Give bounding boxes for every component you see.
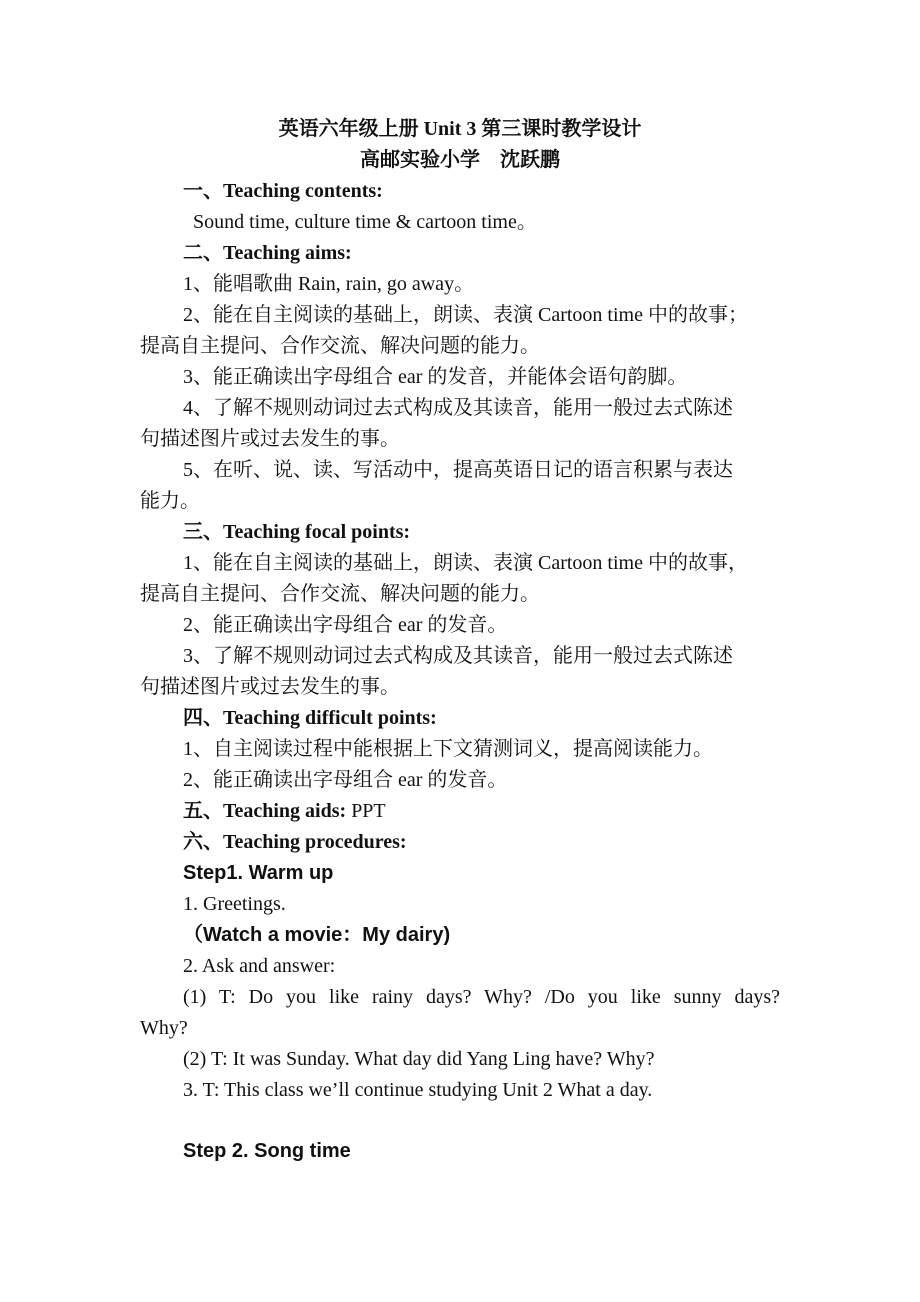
focal-item-cont: 句描述图片或过去发生的事。 xyxy=(140,676,400,698)
focal-item-cont: 提高自主提问、合作交流、解决问题的能力。 xyxy=(140,583,540,605)
section-heading-aids: 五、Teaching aids: xyxy=(183,800,347,822)
document-author: 高邮实验小学 沈跃鹏 xyxy=(360,149,560,171)
aims-item-cont: 能力。 xyxy=(140,490,200,512)
aims-item: 3、能正确读出字母组合 ear 的发音，并能体会语句韵脚。 xyxy=(183,366,688,388)
difficult-item: 1、自主阅读过程中能根据上下文猜测词义，提高阅读能力。 xyxy=(183,738,713,760)
aids-line xyxy=(183,797,386,825)
difficult-item: 2、能正确读出字母组合 ear 的发音。 xyxy=(183,769,508,791)
focal-item: 2、能正确读出字母组合 ear 的发音。 xyxy=(183,614,508,636)
focal-item: 3、了解不规则动词过去式构成及其读音，能用一般过去式陈述 xyxy=(183,645,733,667)
step1-question-2: (2) T: It was Sunday. What day did Yang Ling have? Why? xyxy=(183,1048,655,1070)
document-title: 英语六年级上册 Unit 3 第三课时教学设计 xyxy=(278,118,642,140)
section-heading-aims: 二、Teaching aims: xyxy=(183,242,352,264)
aids-value: PPT xyxy=(346,800,386,822)
aims-item: 1、能唱歌曲 Rain, rain, go away。 xyxy=(183,273,475,295)
section-heading-difficult: 四、Teaching difficult points: xyxy=(183,707,437,729)
aims-item-cont: 提高自主提问、合作交流、解决问题的能力。 xyxy=(140,335,540,357)
focal-item: 1、能在自主阅读的基础上，朗读、表演 Cartoon time 中的故事， xyxy=(183,552,748,574)
section-heading-procedures: 六、Teaching procedures: xyxy=(183,831,407,853)
aims-item: 4、了解不规则动词过去式构成及其读音，能用一般过去式陈述 xyxy=(183,397,733,419)
step1-movie: （Watch a movie：My dairy) xyxy=(183,924,451,946)
section-heading-focal: 三、Teaching focal points: xyxy=(183,521,411,543)
step1-greetings: 1. Greetings. xyxy=(183,893,286,915)
step1-question-1-cont: Why? xyxy=(140,1017,188,1039)
step1-question-1: (1) T: Do you like rainy days? Why? /Do you like sunny days? xyxy=(183,986,780,1008)
aims-item: 5、在听、说、读、写活动中，提高英语日记的语言积累与表达 xyxy=(183,459,733,481)
step1-heading: Step1. Warm up xyxy=(183,862,334,884)
step1-question-3: 3. T: This class we’ll continue studying Unit 2 What a day. xyxy=(183,1079,653,1101)
aims-item: 2、能在自主阅读的基础上，朗读、表演 Cartoon time 中的故事； xyxy=(183,304,748,326)
section-heading-contents: 一、Teaching contents: xyxy=(183,180,383,202)
contents-text: Sound time, culture time & cartoon time。 xyxy=(193,211,537,233)
step2-heading: Step 2. Song time xyxy=(183,1140,351,1162)
aims-item-cont: 句描述图片或过去发生的事。 xyxy=(140,428,400,450)
step1-ask: 2. Ask and answer: xyxy=(183,955,336,977)
